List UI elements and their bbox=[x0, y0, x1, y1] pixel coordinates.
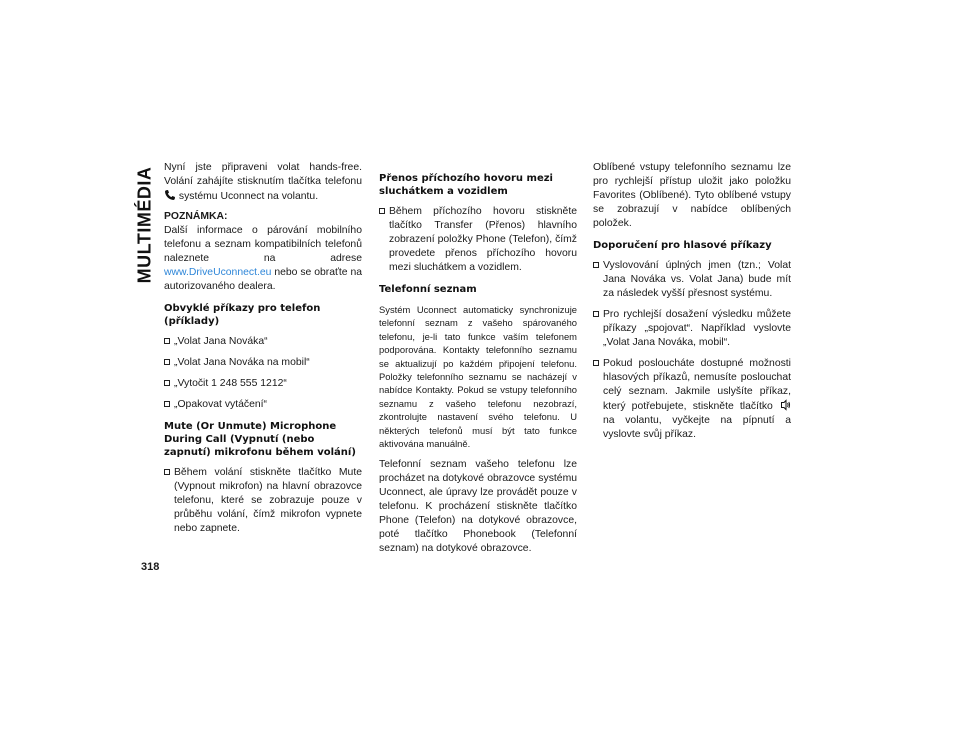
favorites-paragraph: Oblíbené vstupy telefonního seznamu lze pro rychlejší přístup uložit jako položku Favorites (Oblíbené). Tyto oblíbené vstupy se zobrazují v nabídce oblíbených položek. bbox=[593, 162, 791, 229]
note-paragraph: POZNÁMKA: Další informace o párování mobilního telefonu a seznam kompatibilních telefonů naleznete na adrese www.DriveUconnect.eu nebo se obraťte na autorizovaného dealera. bbox=[164, 211, 363, 292]
page-number: 318 bbox=[141, 561, 160, 573]
heading-mute: Mute (Or Unmute) Microphone During Call (Vypnutí (nebo zapnutí) mikrofonu během volání) bbox=[164, 421, 356, 458]
list-item: „Vytočit 1 248 555 1212“ bbox=[164, 377, 362, 391]
list-item: Pokud posloucháte dostupné možnosti hlasových příkazů, nemusíte poslouchat celý seznam. Jakmile uslyšíte příkaz, který potřebujete, stiskněte tlačítko na volantu, vyčkejte na pípnutí a vyslovte svůj příkaz. bbox=[593, 357, 791, 442]
list-item: „Volat Jana Nováka“ bbox=[164, 335, 362, 349]
checkbox-bullet-icon bbox=[164, 401, 170, 407]
checkbox-bullet-icon bbox=[593, 311, 599, 317]
section-side-tab bbox=[131, 166, 159, 284]
section-title: MULTIMÉDIA bbox=[134, 166, 155, 284]
voice-tips-list bbox=[593, 259, 791, 442]
intro-paragraph: Nyní jste připraveni volat hands-free. Volání zahájíte stisknutím tlačítka telefonu systému Uconnect na volantu. bbox=[164, 162, 362, 202]
list-item: Pro rychlejší dosažení výsledku můžete příkazy „spojovat“. Například vyslovte „Volat Jana Nováka, mobil“. bbox=[593, 308, 791, 350]
phonebook-browse-paragraph: Telefonní seznam vašeho telefonu lze procházet na dotykové obrazovce systému Uconnect, ale úpravy lze provádět pouze v telefonu. K procházení stiskněte tlačítko Phone (Telefon) na dotykové obrazovce, poté tlačítko Phonebook (Telefonní seznam) na dotykové obrazovce. bbox=[379, 459, 577, 555]
checkbox-bullet-icon bbox=[379, 208, 385, 214]
checkbox-bullet-icon bbox=[164, 338, 170, 344]
list-item: „Opakovat vytáčení“ bbox=[164, 398, 362, 412]
heading-common-commands: Obvyklé příkazy pro telefon (příklady) bbox=[164, 303, 321, 327]
list-item: „Volat Jana Nováka na mobil“ bbox=[164, 356, 362, 370]
checkbox-bullet-icon bbox=[164, 359, 170, 365]
transfer-list bbox=[379, 205, 577, 275]
column-2 bbox=[379, 161, 577, 562]
heading-transfer: Přenos příchozího hovoru mezi sluchátkem a vozidlem bbox=[379, 173, 553, 197]
column-1 bbox=[164, 161, 362, 543]
common-commands-list bbox=[164, 335, 362, 412]
driveuconnect-link[interactable]: www.DriveUconnect.eu bbox=[164, 267, 272, 278]
phonebook-sync-paragraph: Systém Uconnect automaticky synchronizuje telefonní seznam z vašeho spárovaného telefonu, je-li tato funkce vaším telefonem podporována. Kontakty telefonního seznamu se aktualizují po každém připojení telefonu. Položky telefonního seznamu se nacházejí v nabídce Kontakty. Pokud se vstupy telefonního seznamu z vašeho telefonu nezobrazí, zkontrolujte nastavení svého telefonu. U některých telefonů musí být tato funkce aktivována manuálně. bbox=[379, 304, 577, 450]
column-3 bbox=[593, 161, 791, 449]
list-item: Během volání stiskněte tlačítko Mute (Vypnout mikrofon) na hlavní obrazovce telefonu, které se zobrazuje pouze v průběhu volání, čímž mikrofon vypnete nebo zapnete. bbox=[164, 466, 362, 536]
list-item: Vyslovování úplných jmen (tzn.; Volat Jana Nováka vs. Volat Jana) bude mít za následek vyšší přesnost systému. bbox=[593, 259, 791, 301]
heading-phonebook: Telefonní seznam bbox=[379, 284, 477, 295]
phone-icon bbox=[164, 189, 176, 201]
list-item: Během příchozího hovoru stiskněte tlačítko Transfer (Přenos) hlavního zobrazení položky Phone (Telefon), čímž provedete přenos příchozího hovoru mezi sluchátkem a vozidlem. bbox=[379, 205, 577, 275]
voice-command-icon bbox=[779, 399, 791, 411]
mute-list bbox=[164, 466, 362, 536]
checkbox-bullet-icon bbox=[593, 262, 599, 268]
checkbox-bullet-icon bbox=[593, 360, 599, 366]
heading-voice-tips: Doporučení pro hlasové příkazy bbox=[593, 240, 772, 251]
checkbox-bullet-icon bbox=[164, 380, 170, 386]
note-label: POZNÁMKA: bbox=[164, 211, 228, 222]
checkbox-bullet-icon bbox=[164, 469, 170, 475]
